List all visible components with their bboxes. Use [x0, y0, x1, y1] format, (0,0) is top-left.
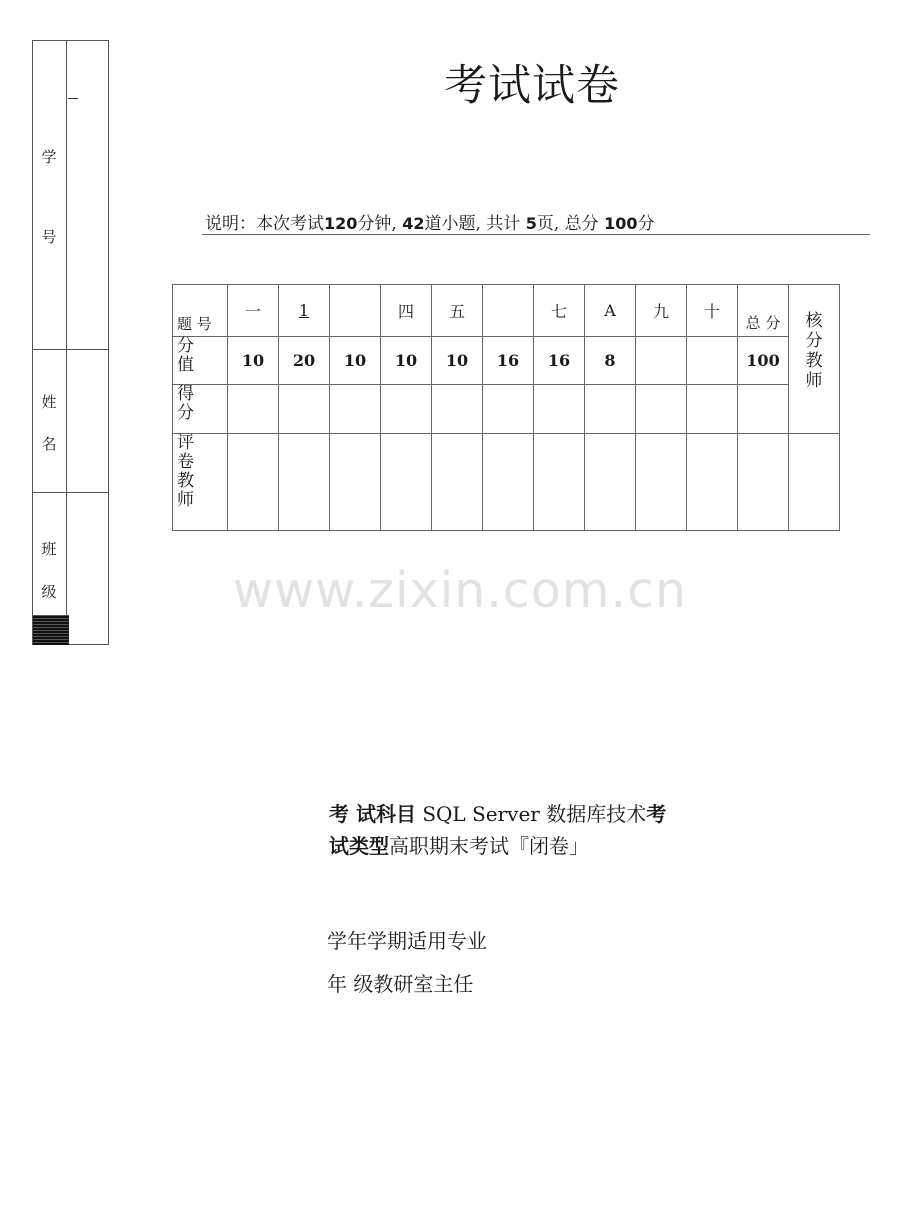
grader-cell[interactable] — [585, 434, 636, 531]
student-id-label-1: 学 — [41, 148, 57, 166]
grader-cell[interactable] — [483, 434, 534, 531]
grader-label: 评卷教师 — [173, 434, 228, 531]
score-cell[interactable] — [228, 385, 279, 434]
points-cell: 16 — [534, 337, 585, 385]
score-cell[interactable] — [381, 385, 432, 434]
points-label: 分值 — [173, 337, 228, 385]
score-cell[interactable] — [636, 385, 687, 434]
points-cell: 10 — [228, 337, 279, 385]
name-label-1: 姓 — [41, 393, 57, 411]
score-table — [172, 284, 840, 531]
points-cell: 20 — [279, 337, 330, 385]
description-underline — [202, 234, 870, 235]
points-cell: 10 — [381, 337, 432, 385]
points-row — [173, 337, 840, 385]
grader-cell[interactable] — [330, 434, 381, 531]
header-cell: 七 — [534, 285, 585, 337]
header-cell: 1 — [279, 285, 330, 337]
grader-cell[interactable] — [687, 434, 738, 531]
score-cell[interactable] — [279, 385, 330, 434]
header-cell: 十 — [687, 285, 738, 337]
points-cell: 10 — [432, 337, 483, 385]
points-cell: 16 — [483, 337, 534, 385]
smudge-mark — [33, 615, 69, 645]
exam-subject-line: 考 试科目 SQL Server 数据库技术考 — [329, 802, 667, 826]
exam-description: 说明：本次考试120分钟, 42道小题, 共计 5页, 总分 100分 — [205, 214, 655, 234]
points-cell — [636, 337, 687, 385]
grader-cell[interactable] — [381, 434, 432, 531]
binding-strip — [32, 40, 109, 645]
student-id-label-2: 号 — [41, 228, 57, 246]
watermark: www.zixin.com.cn — [233, 562, 688, 619]
header-cell: 九 — [636, 285, 687, 337]
grader-row — [173, 434, 840, 531]
header-cell: A — [585, 285, 636, 337]
score-cell[interactable] — [330, 385, 381, 434]
class-label-1: 班 — [41, 540, 57, 558]
score-cell[interactable] — [483, 385, 534, 434]
page-title: 考试试卷 — [444, 61, 620, 111]
score-label: 得分 — [173, 385, 228, 434]
class-label-2: 级 — [41, 583, 57, 601]
grader-cell[interactable] — [738, 434, 789, 531]
grader-cell[interactable] — [279, 434, 330, 531]
score-row — [173, 385, 840, 434]
header-total-cell: 总 分 — [738, 285, 789, 337]
score-cell[interactable] — [534, 385, 585, 434]
header-cell: 五 — [432, 285, 483, 337]
points-cell: 10 — [330, 337, 381, 385]
term-major-line: 学年学期适用专业 — [327, 929, 487, 953]
name-label-2: 名 — [41, 435, 57, 453]
exam-type-line: 试类型高职期末考试『闭卷」 — [329, 834, 589, 858]
grade-director-line: 年 级教研室主任 — [327, 972, 474, 996]
header-cell: 一 — [228, 285, 279, 337]
header-cell — [330, 285, 381, 337]
grader-cell[interactable] — [432, 434, 483, 531]
score-cell[interactable] — [585, 385, 636, 434]
question-number-row — [173, 285, 840, 337]
grader-cell[interactable] — [228, 434, 279, 531]
grader-cell[interactable] — [534, 434, 585, 531]
strip-dash — [68, 98, 78, 99]
points-cell: 8 — [585, 337, 636, 385]
question-number-label: 题 号 — [173, 285, 228, 337]
points-cell — [687, 337, 738, 385]
points-total-cell: 100 — [738, 337, 789, 385]
score-total-cell[interactable] — [738, 385, 789, 434]
header-cell: 四 — [381, 285, 432, 337]
header-cell — [483, 285, 534, 337]
checker-cell[interactable] — [789, 434, 840, 531]
score-cell[interactable] — [687, 385, 738, 434]
checker-label: 核分教师 — [789, 285, 840, 434]
grader-cell[interactable] — [636, 434, 687, 531]
score-cell[interactable] — [432, 385, 483, 434]
